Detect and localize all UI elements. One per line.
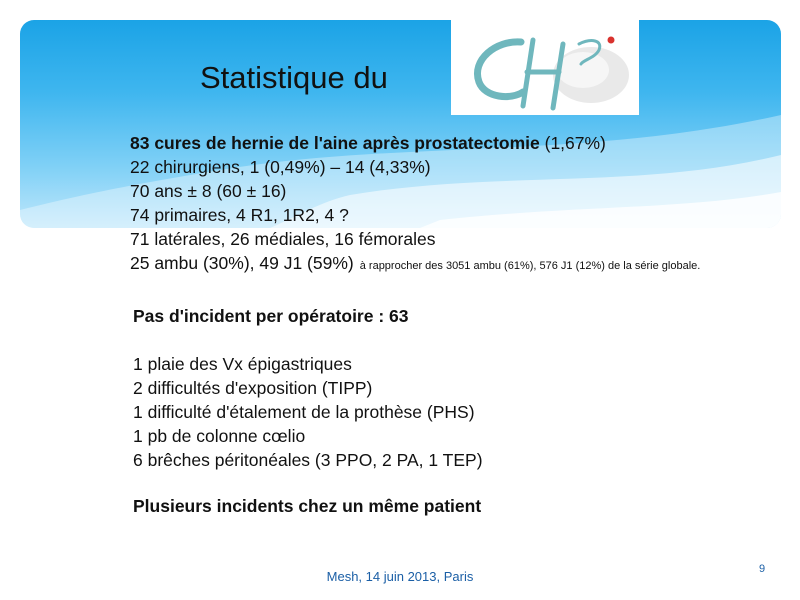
footer-text: Mesh, 14 juin 2013, Paris <box>326 569 474 584</box>
stat-line-1 <box>130 133 606 154</box>
stat-line-3: 70 ans ± 8 (60 ± 16) <box>130 181 287 201</box>
incidents-heading: Pas d'incident per opératoire : 63 <box>133 306 409 326</box>
slide-title: Statistique du <box>200 60 388 95</box>
stat-line-1-text: (1,67%) <box>539 133 606 153</box>
stat-line-5: 71 latérales, 26 médiales, 16 fémorales <box>130 229 436 249</box>
stat-line-1-bold: 83 cures de hernie de l'aine après prostatectomie <box>130 133 540 153</box>
incident-item: 6 brêches péritonéales (3 PPO, 2 PA, 1 TEP) <box>133 450 483 470</box>
stat-line-6 <box>130 253 700 274</box>
incident-item: 1 plaie des Vx épigastriques <box>133 354 352 374</box>
logo-graphic <box>451 20 639 115</box>
stat-line-2: 22 chirurgiens, 1 (0,49%) – 14 (4,33%) <box>130 157 431 177</box>
stat-line-4: 74 primaires, 4 R1, 1R2, 4 ? <box>130 205 349 225</box>
incident-item: 1 pb de colonne cœlio <box>133 426 306 446</box>
page-number: 9 <box>759 563 766 575</box>
closing-statement: Plusieurs incidents chez un même patient <box>133 496 482 516</box>
incident-item: 2 difficultés d'exposition (TIPP) <box>133 378 373 398</box>
stat-line-6-note: à rapprocher des 3051 ambu (61%), 576 J1 (12%) de la série globale. <box>359 260 701 272</box>
stat-line-6-text: 25 ambu (30%), 49 J1 (59%) <box>130 253 354 273</box>
ch-logo <box>451 20 639 115</box>
incident-item: 1 difficulté d'étalement de la prothèse (PHS) <box>133 402 475 422</box>
